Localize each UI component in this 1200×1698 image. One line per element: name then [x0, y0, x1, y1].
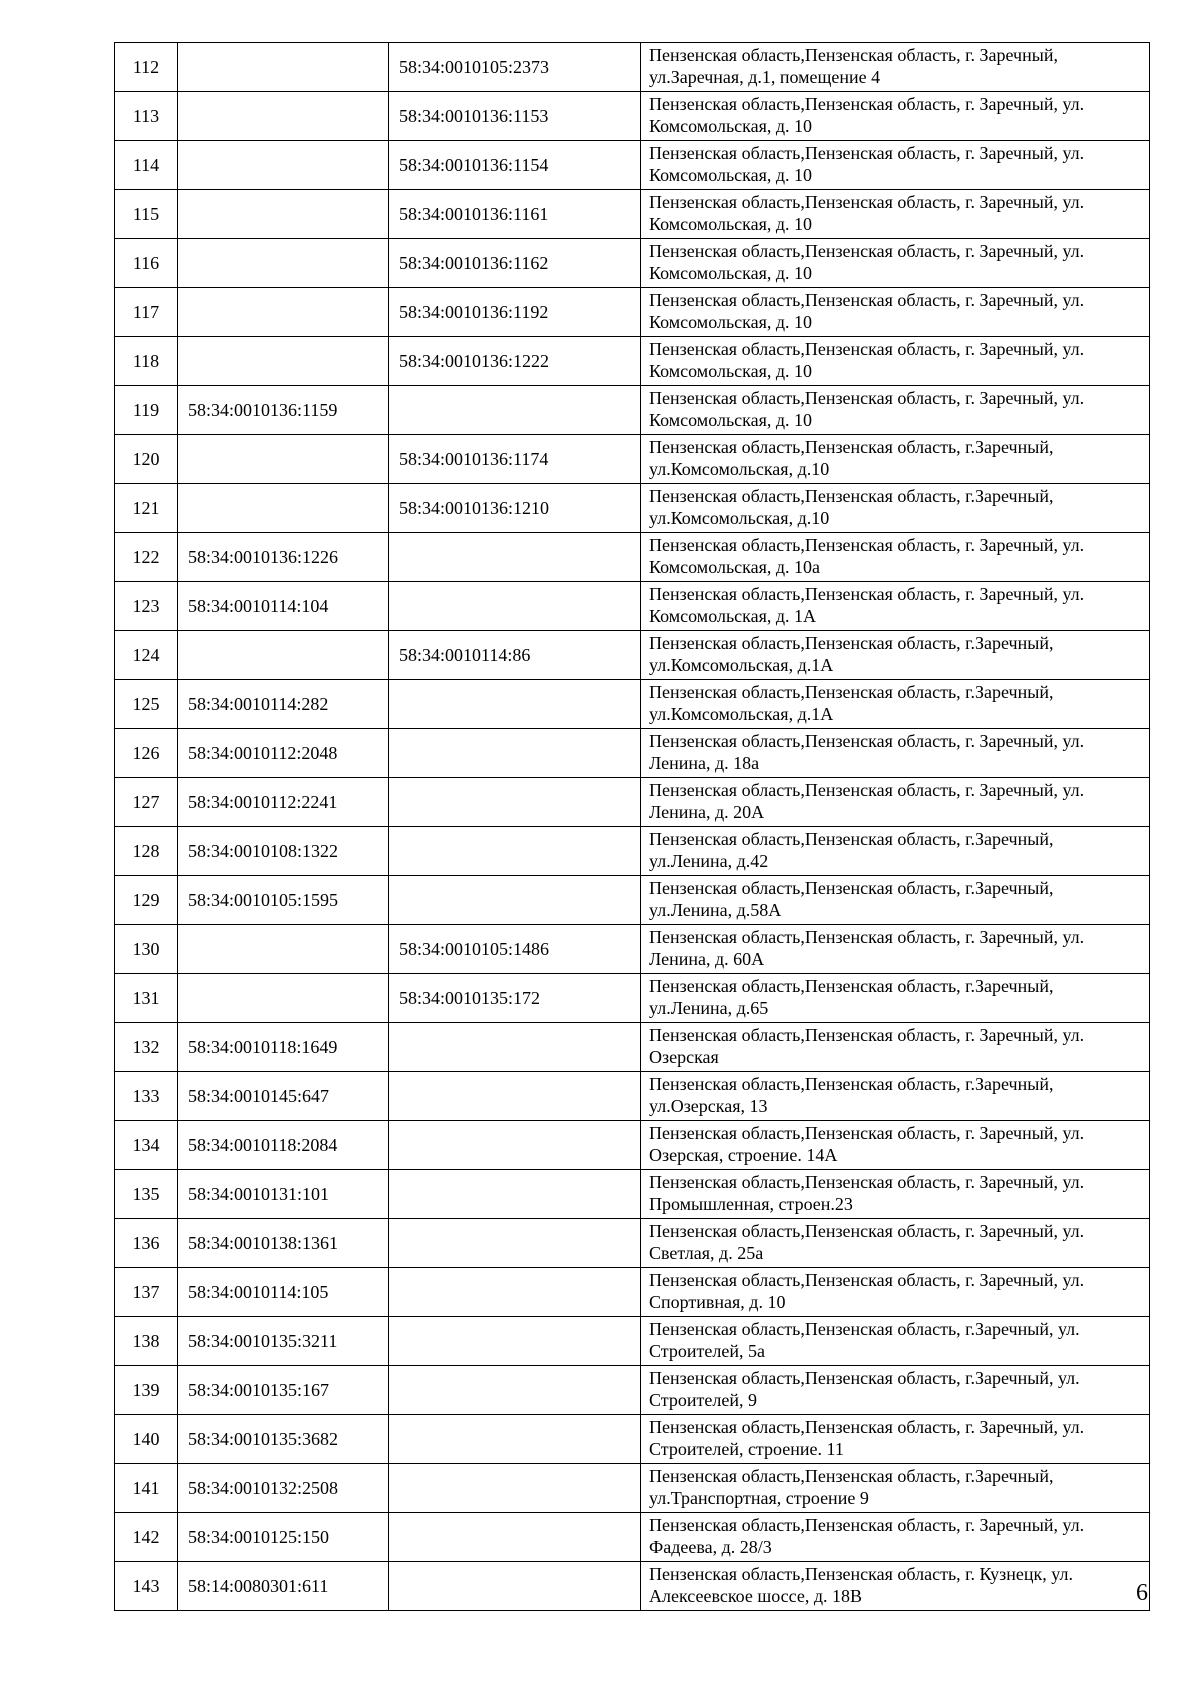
row-number-cell: 112 — [115, 43, 178, 92]
address-line-2: Строителей, 9 — [649, 1390, 757, 1410]
address-line-2: Озерская — [649, 1047, 719, 1067]
address-line-1: Пензенская область,Пензенская область, г.Заречный, — [649, 633, 1054, 653]
address-line-2: Комсомольская, д. 10 — [649, 410, 813, 430]
cadastral-number-cell: 58:34:0010145:647 — [178, 1072, 389, 1121]
cadastral-number-alt-cell: 58:34:0010114:86 — [389, 631, 641, 680]
page-number: 6 — [1136, 1580, 1148, 1606]
row-number-cell: 119 — [115, 386, 178, 435]
address-line-2: Ленина, д. 18а — [649, 753, 760, 773]
address-cell — [641, 1317, 1150, 1366]
row-number-cell: 125 — [115, 680, 178, 729]
table-row — [115, 1121, 1150, 1170]
cadastral-number-cell: 58:34:0010132:2508 — [178, 1464, 389, 1513]
address-line-1: Пензенская область,Пензенская область, г.Заречный, — [649, 829, 1054, 849]
cadastral-number-cell: 58:34:0010114:282 — [178, 680, 389, 729]
address-line-2: Комсомольская, д. 10 — [649, 312, 813, 332]
cadastral-number-alt-cell — [389, 729, 641, 778]
address-cell — [641, 337, 1150, 386]
row-number-cell: 117 — [115, 288, 178, 337]
cadastral-number-alt-cell: 58:34:0010136:1153 — [389, 92, 641, 141]
address-cell — [641, 288, 1150, 337]
address-line-2: Фадеева, д. 28/3 — [649, 1537, 772, 1557]
address-line-1: Пензенская область,Пензенская область, г.Заречный, ул. — [649, 1319, 1080, 1339]
table-row — [115, 484, 1150, 533]
table-row — [115, 190, 1150, 239]
property-table — [114, 42, 1150, 1611]
row-number-cell: 124 — [115, 631, 178, 680]
row-number-cell: 126 — [115, 729, 178, 778]
address-line-2: Комсомольская, д. 10 — [649, 361, 813, 381]
row-number-cell: 138 — [115, 1317, 178, 1366]
row-number-cell: 133 — [115, 1072, 178, 1121]
table-row — [115, 1464, 1150, 1513]
cadastral-number-cell — [178, 43, 389, 92]
table-row — [115, 1415, 1150, 1464]
cadastral-number-alt-cell: 58:34:0010135:172 — [389, 974, 641, 1023]
row-number-cell: 121 — [115, 484, 178, 533]
address-line-2: Ленина, д. 20А — [649, 802, 765, 822]
cadastral-number-alt-cell — [389, 827, 641, 876]
row-number-cell: 131 — [115, 974, 178, 1023]
address-line-2: Комсомольская, д. 1А — [649, 606, 817, 626]
cadastral-number-cell: 58:34:0010114:105 — [178, 1268, 389, 1317]
address-line-2: ул.Озерская, 13 — [649, 1096, 768, 1116]
address-line-2: Ленина, д. 60А — [649, 949, 765, 969]
cadastral-number-alt-cell: 58:34:0010105:2373 — [389, 43, 641, 92]
row-number-cell: 129 — [115, 876, 178, 925]
cadastral-number-alt-cell — [389, 778, 641, 827]
table-row — [115, 1366, 1150, 1415]
cadastral-number-alt-cell — [389, 876, 641, 925]
address-line-2: ул.Комсомольская, д.1А — [649, 655, 834, 675]
cadastral-number-alt-cell — [389, 1366, 641, 1415]
address-cell — [641, 680, 1150, 729]
cadastral-number-alt-cell — [389, 1415, 641, 1464]
table-row — [115, 1317, 1150, 1366]
row-number-cell: 142 — [115, 1513, 178, 1562]
cadastral-number-alt-cell: 58:34:0010136:1154 — [389, 141, 641, 190]
address-line-1: Пензенская область,Пензенская область, г.Заречный, ул. — [649, 1368, 1080, 1388]
cadastral-number-alt-cell — [389, 1562, 641, 1611]
address-cell — [641, 1513, 1150, 1562]
cadastral-number-cell: 58:34:0010108:1322 — [178, 827, 389, 876]
cadastral-number-alt-cell — [389, 533, 641, 582]
cadastral-number-alt-cell — [389, 582, 641, 631]
cadastral-number-alt-cell — [389, 1023, 641, 1072]
cadastral-number-alt-cell: 58:34:0010136:1161 — [389, 190, 641, 239]
address-line-2: ул.Комсомольская, д.1А — [649, 704, 834, 724]
row-number-cell: 132 — [115, 1023, 178, 1072]
address-line-2: Комсомольская, д. 10а — [649, 557, 821, 577]
address-cell — [641, 484, 1150, 533]
address-cell — [641, 582, 1150, 631]
address-cell — [641, 1170, 1150, 1219]
address-line-2: Комсомольская, д. 10 — [649, 165, 813, 185]
cadastral-number-cell: 58:34:0010114:104 — [178, 582, 389, 631]
cadastral-number-cell — [178, 288, 389, 337]
cadastral-number-alt-cell — [389, 1121, 641, 1170]
cadastral-number-cell: 58:34:0010136:1226 — [178, 533, 389, 582]
address-cell — [641, 729, 1150, 778]
address-line-1: Пензенская область,Пензенская область, г. Заречный, ул. — [649, 1025, 1085, 1045]
address-cell — [641, 435, 1150, 484]
address-line-1: Пензенская область,Пензенская область, г. Заречный, ул. — [649, 241, 1085, 261]
address-line-1: Пензенская область,Пензенская область, г.Заречный, — [649, 1074, 1054, 1094]
address-line-2: Комсомольская, д. 10 — [649, 116, 813, 136]
address-line-1: Пензенская область,Пензенская область, г. Заречный, ул. — [649, 584, 1085, 604]
cadastral-number-cell: 58:34:0010136:1159 — [178, 386, 389, 435]
cadastral-number-cell: 58:34:0010125:150 — [178, 1513, 389, 1562]
row-number-cell: 115 — [115, 190, 178, 239]
cadastral-number-cell — [178, 484, 389, 533]
address-cell — [641, 43, 1150, 92]
table-row — [115, 337, 1150, 386]
cadastral-number-alt-cell: 58:34:0010136:1222 — [389, 337, 641, 386]
cadastral-number-cell: 58:34:0010118:2084 — [178, 1121, 389, 1170]
address-cell — [641, 141, 1150, 190]
address-line-1: Пензенская область,Пензенская область, г.Заречный, — [649, 878, 1054, 898]
address-line-1: Пензенская область,Пензенская область, г. Заречный, ул. — [649, 94, 1085, 114]
address-cell — [641, 925, 1150, 974]
cadastral-number-cell — [178, 974, 389, 1023]
address-line-1: Пензенская область,Пензенская область, г. Заречный, ул. — [649, 1270, 1085, 1290]
row-number-cell: 140 — [115, 1415, 178, 1464]
row-number-cell: 127 — [115, 778, 178, 827]
table-row — [115, 1170, 1150, 1219]
table-row — [115, 43, 1150, 92]
row-number-cell: 139 — [115, 1366, 178, 1415]
address-line-1: Пензенская область,Пензенская область, г. Заречный, ул. — [649, 927, 1085, 947]
address-line-2: Светлая, д. 25а — [649, 1243, 764, 1263]
cadastral-number-cell — [178, 337, 389, 386]
address-line-2: Комсомольская, д. 10 — [649, 214, 813, 234]
cadastral-number-cell — [178, 631, 389, 680]
table-row — [115, 925, 1150, 974]
row-number-cell: 116 — [115, 239, 178, 288]
row-number-cell: 134 — [115, 1121, 178, 1170]
table-row — [115, 435, 1150, 484]
address-cell — [641, 92, 1150, 141]
table-row — [115, 1023, 1150, 1072]
address-line-1: Пензенская область,Пензенская область, г.Заречный, — [649, 437, 1054, 457]
table-row — [115, 533, 1150, 582]
address-cell — [641, 1023, 1150, 1072]
address-line-1: Пензенская область,Пензенская область, г. Заречный, ул. — [649, 290, 1085, 310]
cadastral-number-alt-cell — [389, 386, 641, 435]
address-cell — [641, 1072, 1150, 1121]
cadastral-number-cell: 58:34:0010135:167 — [178, 1366, 389, 1415]
cadastral-number-alt-cell — [389, 1317, 641, 1366]
address-line-1: Пензенская область,Пензенская область, г.Заречный, — [649, 976, 1054, 996]
address-line-2: Комсомольская, д. 10 — [649, 263, 813, 283]
row-number-cell: 123 — [115, 582, 178, 631]
cadastral-number-cell — [178, 239, 389, 288]
table-row — [115, 680, 1150, 729]
address-line-1: Пензенская область,Пензенская область, г. Заречный, ул. — [649, 780, 1085, 800]
cadastral-number-cell: 58:34:0010135:3682 — [178, 1415, 389, 1464]
cadastral-number-cell — [178, 92, 389, 141]
address-line-1: Пензенская область,Пензенская область, г. Заречный, ул. — [649, 1221, 1085, 1241]
address-cell — [641, 239, 1150, 288]
cadastral-number-cell: 58:34:0010118:1649 — [178, 1023, 389, 1072]
table-body — [115, 43, 1150, 1611]
address-cell — [641, 1366, 1150, 1415]
table-row — [115, 1268, 1150, 1317]
address-cell — [641, 1219, 1150, 1268]
address-line-1: Пензенская область,Пензенская область, г. Заречный, ул. — [649, 388, 1085, 408]
cadastral-number-alt-cell: 58:34:0010136:1162 — [389, 239, 641, 288]
row-number-cell: 118 — [115, 337, 178, 386]
cadastral-number-cell: 58:34:0010105:1595 — [178, 876, 389, 925]
address-cell — [641, 778, 1150, 827]
address-line-1: Пензенская область,Пензенская область, г. Заречный, ул. — [649, 1515, 1085, 1535]
row-number-cell: 141 — [115, 1464, 178, 1513]
address-line-2: Строителей, строение. 11 — [649, 1439, 844, 1459]
row-number-cell: 122 — [115, 533, 178, 582]
cadastral-number-alt-cell: 58:34:0010136:1192 — [389, 288, 641, 337]
table-row — [115, 92, 1150, 141]
address-cell — [641, 631, 1150, 680]
table-row — [115, 974, 1150, 1023]
table-row — [115, 1513, 1150, 1562]
cadastral-number-cell: 58:34:0010135:3211 — [178, 1317, 389, 1366]
cadastral-number-alt-cell: 58:34:0010136:1210 — [389, 484, 641, 533]
cadastral-number-alt-cell — [389, 1170, 641, 1219]
row-number-cell: 114 — [115, 141, 178, 190]
address-cell — [641, 1464, 1150, 1513]
address-line-2: ул.Комсомольская, д.10 — [649, 508, 830, 528]
cadastral-number-alt-cell — [389, 1072, 641, 1121]
cadastral-number-alt-cell — [389, 680, 641, 729]
cadastral-number-alt-cell — [389, 1268, 641, 1317]
address-line-1: Пензенская область,Пензенская область, г.Заречный, — [649, 486, 1054, 506]
address-line-1: Пензенская область,Пензенская область, г. Заречный, ул. — [649, 535, 1085, 555]
address-cell — [641, 386, 1150, 435]
address-cell — [641, 974, 1150, 1023]
address-line-2: Строителей, 5а — [649, 1341, 765, 1361]
cadastral-number-cell — [178, 141, 389, 190]
row-number-cell: 113 — [115, 92, 178, 141]
row-number-cell: 137 — [115, 1268, 178, 1317]
address-cell — [641, 1562, 1150, 1611]
address-cell — [641, 876, 1150, 925]
cadastral-number-cell — [178, 190, 389, 239]
address-line-2: Промышленная, строен.23 — [649, 1194, 853, 1214]
address-line-1: Пензенская область,Пензенская область, г.Заречный, — [649, 1466, 1054, 1486]
address-line-2: ул.Комсомольская, д.10 — [649, 459, 830, 479]
cadastral-number-cell: 58:34:0010112:2241 — [178, 778, 389, 827]
address-line-1: Пензенская область,Пензенская область, г.Заречный, — [649, 682, 1054, 702]
address-cell — [641, 1268, 1150, 1317]
address-line-1: Пензенская область,Пензенская область, г. Заречный, ул. — [649, 1417, 1085, 1437]
table-row — [115, 1562, 1150, 1611]
cadastral-number-alt-cell — [389, 1464, 641, 1513]
cadastral-number-cell: 58:34:0010138:1361 — [178, 1219, 389, 1268]
table-row — [115, 631, 1150, 680]
row-number-cell: 128 — [115, 827, 178, 876]
address-cell — [641, 190, 1150, 239]
cadastral-number-cell — [178, 435, 389, 484]
address-cell — [641, 533, 1150, 582]
address-line-1: Пензенская область,Пензенская область, г. Заречный, ул. — [649, 731, 1085, 751]
address-line-2: Озерская, строение. 14А — [649, 1145, 838, 1165]
address-line-2: ул.Ленина, д.65 — [649, 998, 769, 1018]
cadastral-number-cell — [178, 925, 389, 974]
address-cell — [641, 1415, 1150, 1464]
table-row — [115, 386, 1150, 435]
address-line-2: Спортивная, д. 10 — [649, 1292, 786, 1312]
table-row — [115, 1219, 1150, 1268]
address-line-1: Пензенская область,Пензенская область, г. Заречный, ул. — [649, 1123, 1085, 1143]
cadastral-number-alt-cell — [389, 1513, 641, 1562]
address-line-1: Пензенская область,Пензенская область, г. Заречный, ул. — [649, 339, 1085, 359]
cadastral-number-cell: 58:34:0010131:101 — [178, 1170, 389, 1219]
table-row — [115, 729, 1150, 778]
address-line-1: Пензенская область,Пензенская область, г. Кузнецк, ул. — [649, 1564, 1073, 1584]
cadastral-number-cell: 58:34:0010112:2048 — [178, 729, 389, 778]
address-line-2: ул.Заречная, д.1, помещение 4 — [649, 67, 881, 87]
table-row — [115, 876, 1150, 925]
address-line-2: Алексеевское шоссе, д. 18В — [649, 1586, 863, 1606]
table-row — [115, 827, 1150, 876]
row-number-cell: 135 — [115, 1170, 178, 1219]
address-line-1: Пензенская область,Пензенская область, г. Заречный, ул. — [649, 1172, 1085, 1192]
address-cell — [641, 827, 1150, 876]
address-line-1: Пензенская область,Пензенская область, г. Заречный, — [649, 45, 1058, 65]
table-row — [115, 582, 1150, 631]
row-number-cell: 136 — [115, 1219, 178, 1268]
address-line-2: ул.Ленина, д.58А — [649, 900, 782, 920]
table-row — [115, 141, 1150, 190]
address-line-1: Пензенская область,Пензенская область, г. Заречный, ул. — [649, 192, 1085, 212]
address-line-2: ул.Транспортная, строение 9 — [649, 1488, 869, 1508]
address-line-2: ул.Ленина, д.42 — [649, 851, 769, 871]
row-number-cell: 130 — [115, 925, 178, 974]
cadastral-number-alt-cell: 58:34:0010136:1174 — [389, 435, 641, 484]
table-row — [115, 239, 1150, 288]
address-line-1: Пензенская область,Пензенская область, г. Заречный, ул. — [649, 143, 1085, 163]
row-number-cell: 120 — [115, 435, 178, 484]
row-number-cell: 143 — [115, 1562, 178, 1611]
cadastral-number-alt-cell: 58:34:0010105:1486 — [389, 925, 641, 974]
table-row — [115, 288, 1150, 337]
cadastral-number-cell: 58:14:0080301:611 — [178, 1562, 389, 1611]
address-cell — [641, 1121, 1150, 1170]
table-row — [115, 1072, 1150, 1121]
table-row — [115, 778, 1150, 827]
cadastral-number-alt-cell — [389, 1219, 641, 1268]
